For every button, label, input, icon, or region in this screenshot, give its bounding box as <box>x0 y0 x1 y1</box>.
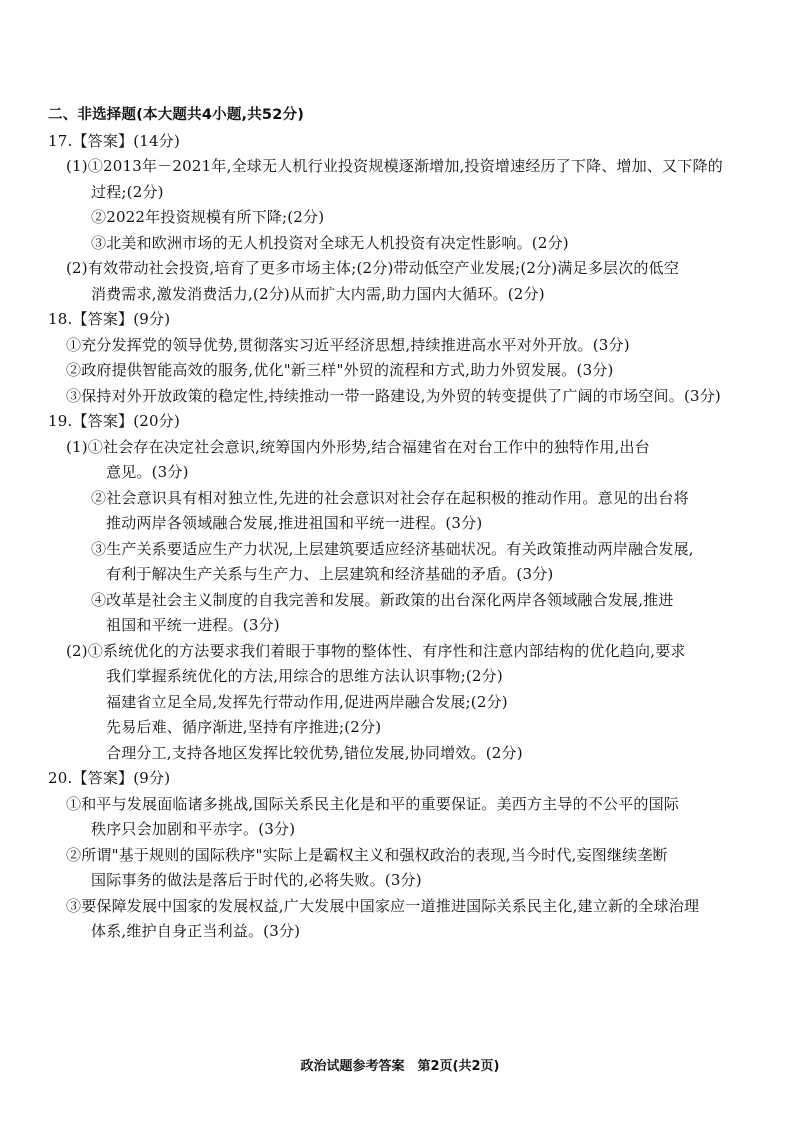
answer-line: 意见。(3分) <box>106 463 189 481</box>
answer-line: ③北美和欧洲市场的无人机投资对全球无人机投资有决定性影响。(2分) <box>91 233 569 252</box>
answer-line: ③生产关系要适应生产力状况,上层建筑要适应经济基础状况。有关政策推动两岸融合发展, <box>91 539 694 558</box>
q18-header: 18.【答案】(9分) <box>48 310 171 328</box>
answer-line: (1)①2013年－2021年,全球无人机行业投资规模逐渐增加,投资增速经历了下降、增加、又下降的 <box>66 157 723 175</box>
answer-line: 消费需求,激发消费活力,(2分)从而扩大内需,助力国内大循环。(2分) <box>91 284 545 303</box>
answer-line: 福建省立足全局,发挥先行带动作用,促进两岸融合发展;(2分) <box>106 692 508 711</box>
answer-line: 过程;(2分) <box>91 182 164 201</box>
answer-content <box>48 103 758 945</box>
section-title: 二、非选择题(本大题共4小题,共52分) <box>48 107 305 123</box>
answer-line: (1)①社会存在决定社会意识,统筹国内外形势,结合福建省在对台工作中的独特作用,出台 <box>66 437 650 456</box>
answer-line: 先易后难、循序渐进,坚持有序推进;(2分) <box>106 718 382 736</box>
q17-header: 17.【答案】(14分) <box>48 131 181 150</box>
answer-line: 我们掌握系统优化的方法,用综合的思维方法认识事物;(2分) <box>106 667 503 685</box>
q19-header: 19.【答案】(20分) <box>48 412 181 430</box>
answer-line: ②所谓"基于规则的国际秩序"实际上是霸权主义和强权政治的表现,当今时代,妄图继续垄断 <box>66 845 668 864</box>
answer-line: ②政府提供智能高效的服务,优化"新三样"外贸的流程和方式,助力外贸发展。(3分) <box>66 361 614 379</box>
page-footer: 政治试题参考答案 第2页(共2页) <box>300 1059 500 1074</box>
answer-line: 祖国和平统一进程。(3分) <box>106 616 280 634</box>
answer-line: ①和平与发展面临诸多挑战,国际关系民主化是和平的重要保证。美西方主导的不公平的国际 <box>66 794 679 813</box>
answer-line: ②社会意识具有相对独立性,先进的社会意识对社会存在起积极的推动作用。意见的出台将 <box>91 488 689 507</box>
answer-line: ③保持对外开放政策的稳定性,持续推动一带一路建设,为外贸的转变提供了广阔的市场空间。(3分) <box>66 386 721 405</box>
answer-line: 推动两岸各领域融合发展,推进祖国和平统一进程。(3分) <box>106 514 483 532</box>
answer-line: 体系,维护自身正当利益。(3分) <box>91 922 301 940</box>
answer-line: ①充分发挥党的领导优势,贯彻落实习近平经济思想,持续推进高水平对外开放。(3分) <box>66 335 630 354</box>
answer-line: 有利于解决生产关系与生产力、上层建筑和经济基础的矛盾。(3分) <box>106 565 554 583</box>
answer-line: 合理分工,支持各地区发挥比较优势,错位发展,协同增效。(2分) <box>106 743 523 762</box>
answer-line: ④改革是社会主义制度的自我完善和发展。新政策的出台深化两岸各领域融合发展,推进 <box>91 590 674 609</box>
answer-line: (2)①系统优化的方法要求我们着眼于事物的整体性、有序性和注意内部结构的优化趋向,要求 <box>66 641 686 660</box>
answer-line: 国际事务的做法是落后于时代的,必将失败。(3分) <box>91 871 422 889</box>
answer-line: ②2022年投资规模有所下降;(2分) <box>91 208 325 226</box>
answer-line: ③要保障发展中国家的发展权益,广大发展中国家应一道推进国际关系民主化,建立新的全球治理 <box>66 896 700 915</box>
answer-line: 秩序只会加剧和平赤字。(3分) <box>91 820 296 838</box>
q20-header: 20.【答案】(9分) <box>48 769 171 787</box>
answer-line: (2)有效带动社会投资,培育了更多市场主体;(2分)带动低空产业发展;(2分)满足多层次的低空 <box>66 259 680 277</box>
